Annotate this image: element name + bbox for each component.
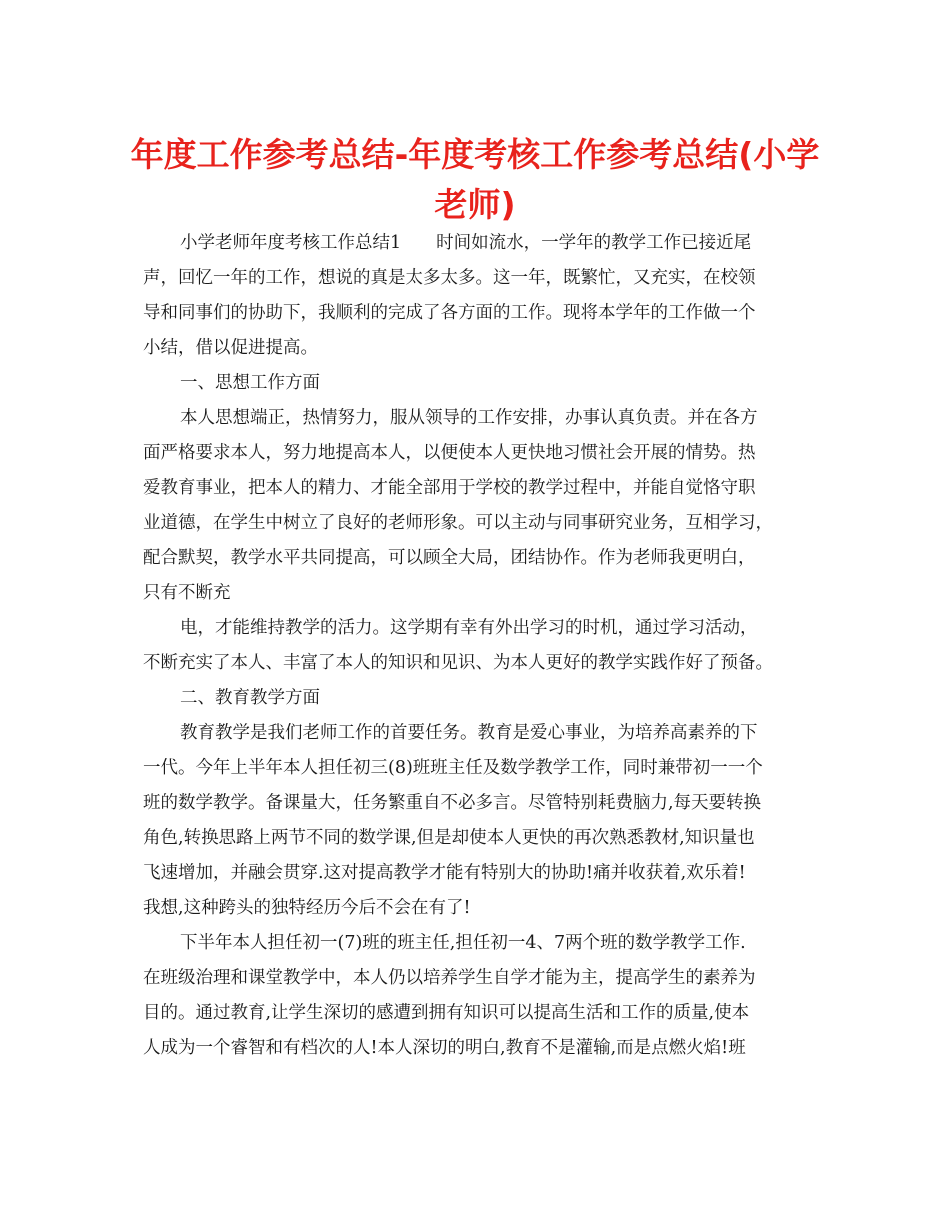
document-title (120, 130, 830, 230)
paragraph-line: 人成为一个睿智和有档次的人!本人深切的明白,教育不是灌输,而是点燃火焰!班 (143, 1038, 746, 1058)
paragraph-line: 我想,这种跨头的独特经历今后不会在有了! (143, 898, 471, 918)
paragraph-line: 飞速增加，并融会贯穿.这对提高教学才能有特别大的协助!痛并收获着,欢乐着! (143, 863, 746, 883)
paragraph-line: 面严格要求本人，努力地提高本人，以便使本人更快地习惯社会开展的情势。热 (143, 443, 756, 463)
document-body (143, 226, 809, 1066)
paragraph-line: 爱教育事业，把本人的精力、才能全部用于学校的教学过程中，并能自觉恪守职 (143, 478, 756, 498)
paragraph-line: 配合默契，教学水平共同提高，可以顾全大局，团结协作。作为老师我更明白， (143, 548, 756, 568)
paragraph-line: 小学老师年度考核工作总结1 时间如流水，一学年的教学工作已接近尾 (180, 233, 752, 253)
paragraph-line: 业道德，在学生中树立了良好的老师形象。可以主动与同事研究业务，互相学习， (143, 513, 773, 533)
paragraph-line: 教育教学是我们老师工作的首要任务。教育是爱心事业，为培养高素养的下 (180, 723, 758, 743)
paragraph-line: 角色,转换思路上两节不同的数学课,但是却使本人更快的再次熟悉教材,知识量也 (143, 828, 755, 848)
paragraph-line: 一、思想工作方面 (180, 373, 320, 393)
paragraph-line: 声，回忆一年的工作，想说的真是太多太多。这一年，既繁忙，又充实，在校领 (143, 268, 756, 288)
paragraph-line: 不断充实了本人、丰富了本人的知识和见识、为本人更好的教学实践作好了预备。 (143, 653, 773, 673)
title-line-2: 老师) (434, 185, 516, 224)
paragraph-line: 本人思想端正，热情努力，服从领导的工作安排，办事认真负责。并在各方 (180, 408, 758, 428)
paragraph-line: 电，才能维持教学的活力。这学期有幸有外出学习的时机，通过学习活动， (180, 618, 758, 638)
paragraph-line: 班的数学教学。备课量大，任务繁重自不必多言。尽管特别耗费脑力,每天要转换 (143, 793, 762, 813)
title-line-1: 年度工作参考总结-年度考核工作参考总结(小学 (130, 135, 820, 174)
paragraph-line: 只有不断充 (143, 583, 231, 603)
paragraph-line: 二、教育教学方面 (180, 688, 320, 708)
paragraph-line: 在班级治理和课堂教学中，本人仍以培养学生自学才能为主，提高学生的素养为 (143, 968, 756, 988)
paragraph-line: 小结，借以促进提高。 (143, 338, 318, 358)
paragraph-line: 目的。通过教育,让学生深切的感遭到拥有知识可以提高生活和工作的质量,使本 (143, 1003, 750, 1023)
paragraph-line: 一代。今年上半年本人担任初三(8)班班主任及数学教学工作，同时兼带初一一个 (143, 758, 763, 778)
paragraph-line: 导和同事们的协助下，我顺利的完成了各方面的工作。现将本学年的工作做一个 (143, 303, 756, 323)
paragraph-line: 下半年本人担任初一(7)班的班主任,担任初一4、7两个班的数学教学工作. (180, 933, 746, 953)
